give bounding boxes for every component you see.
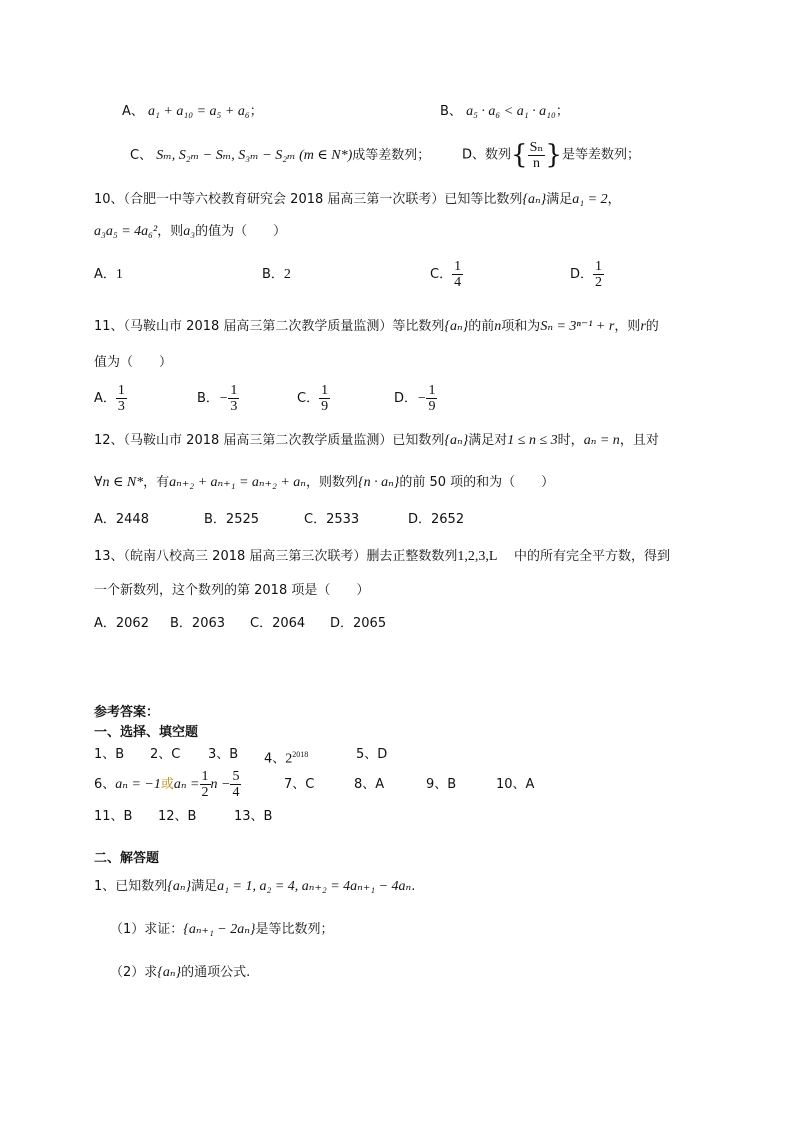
fraction [228,383,239,414]
denominator: 9 [321,399,329,414]
q11-option-b [197,382,239,416]
punct: . [411,879,416,894]
answer-3: 3、B [208,747,239,762]
numerator: 1 [230,383,238,398]
fraction [116,383,127,414]
formula: {aₙ} [444,319,469,334]
option-value: 2 [283,267,291,282]
q12-option-b: B．2525 [204,512,260,527]
denominator: 9 [428,399,436,414]
question-text: 满足 [191,879,218,894]
answer-4 [264,746,308,768]
formula: a₃a₅ = 4a₆² [94,224,158,239]
denominator: 4 [232,785,240,800]
section2-q1-part1 [110,921,334,939]
answer-8: 8、A [354,777,385,792]
question-text: 11、（马鞍山市 2018 届高三第二次教学质量监测）等比数列 [94,319,445,334]
q11-stem-line1 [94,318,659,336]
option-label: B． [197,391,219,406]
q10-stem-line1 [94,191,621,209]
q13-stem-line1 [94,548,670,566]
q9-option-a [122,103,263,121]
question-text: ，则 [157,224,184,239]
question-text: ，有 [143,475,170,490]
answer-10: 10、A [496,777,535,792]
punct: ； [555,104,569,119]
option-label: B、 [440,104,462,119]
q13-option-c: C．2064 [250,616,306,631]
question-text: （1）求证： [110,922,184,937]
formula: a₃ [183,224,196,239]
answer-12: 12、B [158,809,197,824]
q10-option-d [570,258,604,292]
option-label: C． [430,267,453,282]
question-text: 时， [557,433,584,448]
question-text: ，则 [614,319,641,334]
formula: aₙ = −1 [115,777,161,792]
or-text: 或 [160,777,174,792]
question-text: 的值为（ ） [195,224,287,239]
question-text: 项和为 [501,319,541,334]
option-label: A． [94,267,116,282]
q12-option-d: D．2652 [408,512,465,527]
fraction [426,383,437,414]
answer-number: 4、 [264,751,286,767]
numerator: 5 [232,769,240,784]
answers-title: 参考答案： [94,705,160,720]
formula: aₙ = [173,777,200,792]
denominator: 4 [454,275,462,290]
q12-stem-line1 [94,432,659,450]
fraction [452,259,463,290]
q11-stem-line2: 值为（ ） [94,355,173,370]
left-brace: { [511,140,528,170]
denominator: 3 [230,399,238,414]
numerator: 1 [201,769,209,784]
q11-option-a [94,382,127,416]
formula: a₁ = 1, a₂ = 4, aₙ₊₂ = 4aₙ₊₁ − 4aₙ [217,879,412,894]
question-text: 12、（马鞍山市 2018 届高三第二次教学质量监测）已知数列 [94,433,445,448]
fraction [200,769,211,800]
denominator: 2 [595,275,603,290]
option-label: C． [297,391,320,406]
option-text: 是等差数列； [561,147,640,163]
formula: {aₙ} [444,433,469,448]
question-text: 13、（皖南八校高三 2018 届高三第三次联考）删去正整数数列 [94,549,458,564]
formula: n − [210,777,231,792]
power-exponent: 2018 [292,750,309,759]
fraction [230,769,241,800]
punct: ， [607,192,621,207]
q10-stem-line2 [94,223,286,241]
denominator: 3 [117,399,125,414]
q10-option-b [262,266,291,284]
formula: a₁ = 2 [572,192,608,207]
formula: a₅ · a₆ < a₁ · a₁₀ [466,104,556,119]
question-text: 的前 [468,319,495,334]
section2-q1-part2 [110,964,250,982]
fraction [319,383,330,414]
formula: aₙ = n [583,433,620,448]
formula: {aₙ} [157,965,182,980]
q13-option-d: D．2065 [330,616,387,631]
q12-stem-line2 [94,474,554,492]
numerator: Sₙ [529,139,544,155]
question-text: 1、已知数列 [94,879,168,894]
answer-6 [94,768,241,802]
numerator: 1 [595,259,603,274]
formula: {aₙ₊₁ − 2aₙ} [183,922,256,937]
q12-option-a: A．2448 [94,512,149,527]
q9-option-b [440,103,569,121]
denominator: 2 [201,785,209,800]
question-text: ，且对 [619,433,659,448]
sign: − [218,391,229,406]
question-text: （2）求 [110,965,158,980]
question-text: 10、（合肥一中等六校教育研究会 2018 届高三第一次联考）已知等比数列 [94,192,523,207]
answer-2: 2、C [150,747,181,762]
q12-option-c: C．2533 [304,512,360,527]
q11-option-c [297,382,330,416]
answer-7: 7、C [284,777,315,792]
sign: − [417,391,427,406]
formula: {n · aₙ} [358,475,400,490]
formula: Sₘ, S₂ₘ − Sₘ, S₃ₘ − S₂ₘ (m ∈ N*) [156,148,353,163]
answer-1: 1、B [94,747,125,762]
answers-section1-title: 一、选择、填空题 [94,725,199,740]
fraction [528,140,546,171]
formula: ∀n ∈ N* [94,475,144,490]
formula: n [494,319,502,334]
formula: aₙ₊₂ + aₙ₊₁ = aₙ₊₂ + aₙ [169,475,306,490]
question-text: 满足 [546,192,573,207]
section2-q1 [94,878,415,896]
option-label: D． [570,267,594,282]
option-text: 成等差数列； [352,148,431,163]
q13-stem-line2: 一个新数列，这个数列的第 2018 项是（ ） [94,583,370,598]
q10-option-a [94,266,123,284]
numerator: 1 [454,259,462,274]
fraction [593,259,604,290]
formula: 1 ≤ n ≤ 3 [507,433,558,448]
numerator: 1 [428,383,436,398]
option-label: B． [262,267,284,282]
question-text: ，则数列 [305,475,358,490]
q13-option-a: A．2062 [94,616,149,631]
option-label: A、 [122,104,144,119]
punct: ； [249,104,263,119]
answer-11: 11、B [94,809,133,824]
question-text: 的 [645,319,659,334]
question-text: 满足对 [468,433,508,448]
formula: a₁ + a₁₀ = a₅ + a₆ [148,104,250,119]
option-label: A． [94,391,116,406]
question-text: 的通项公式. [181,965,251,980]
right-brace: } [545,140,562,170]
q13-option-b: B．2063 [170,616,226,631]
denominator: n [532,155,540,171]
answer-5: 5、D [356,747,388,762]
answer-13: 13、B [234,809,273,824]
option-label: D、数列 [462,147,512,163]
q10-option-c [430,258,463,292]
formula: {aₙ} [167,879,192,894]
answer-9: 9、B [426,777,457,792]
question-text: 中的所有完全平方数，得到 [514,549,671,564]
q9-option-c [130,147,430,165]
option-label: D． [394,391,418,406]
formula: {aₙ} [522,192,547,207]
numerator: 1 [321,383,329,398]
section2-title: 二、解答题 [94,851,160,866]
question-text: 是等比数列； [255,922,334,937]
power-base: 2 [285,751,293,767]
option-value: 1 [115,267,123,282]
answer-number: 6、 [94,777,116,792]
question-text: 的前 50 项的和为（ ） [399,475,555,490]
formula: r [640,319,646,334]
formula: Sₙ = 3ⁿ⁻¹ + r [540,319,615,334]
option-label: C、 [130,148,153,163]
q9-option-d [462,137,640,174]
numerator: 1 [117,383,125,398]
q11-option-d [394,382,437,416]
formula: 1,2,3,L [457,549,498,564]
